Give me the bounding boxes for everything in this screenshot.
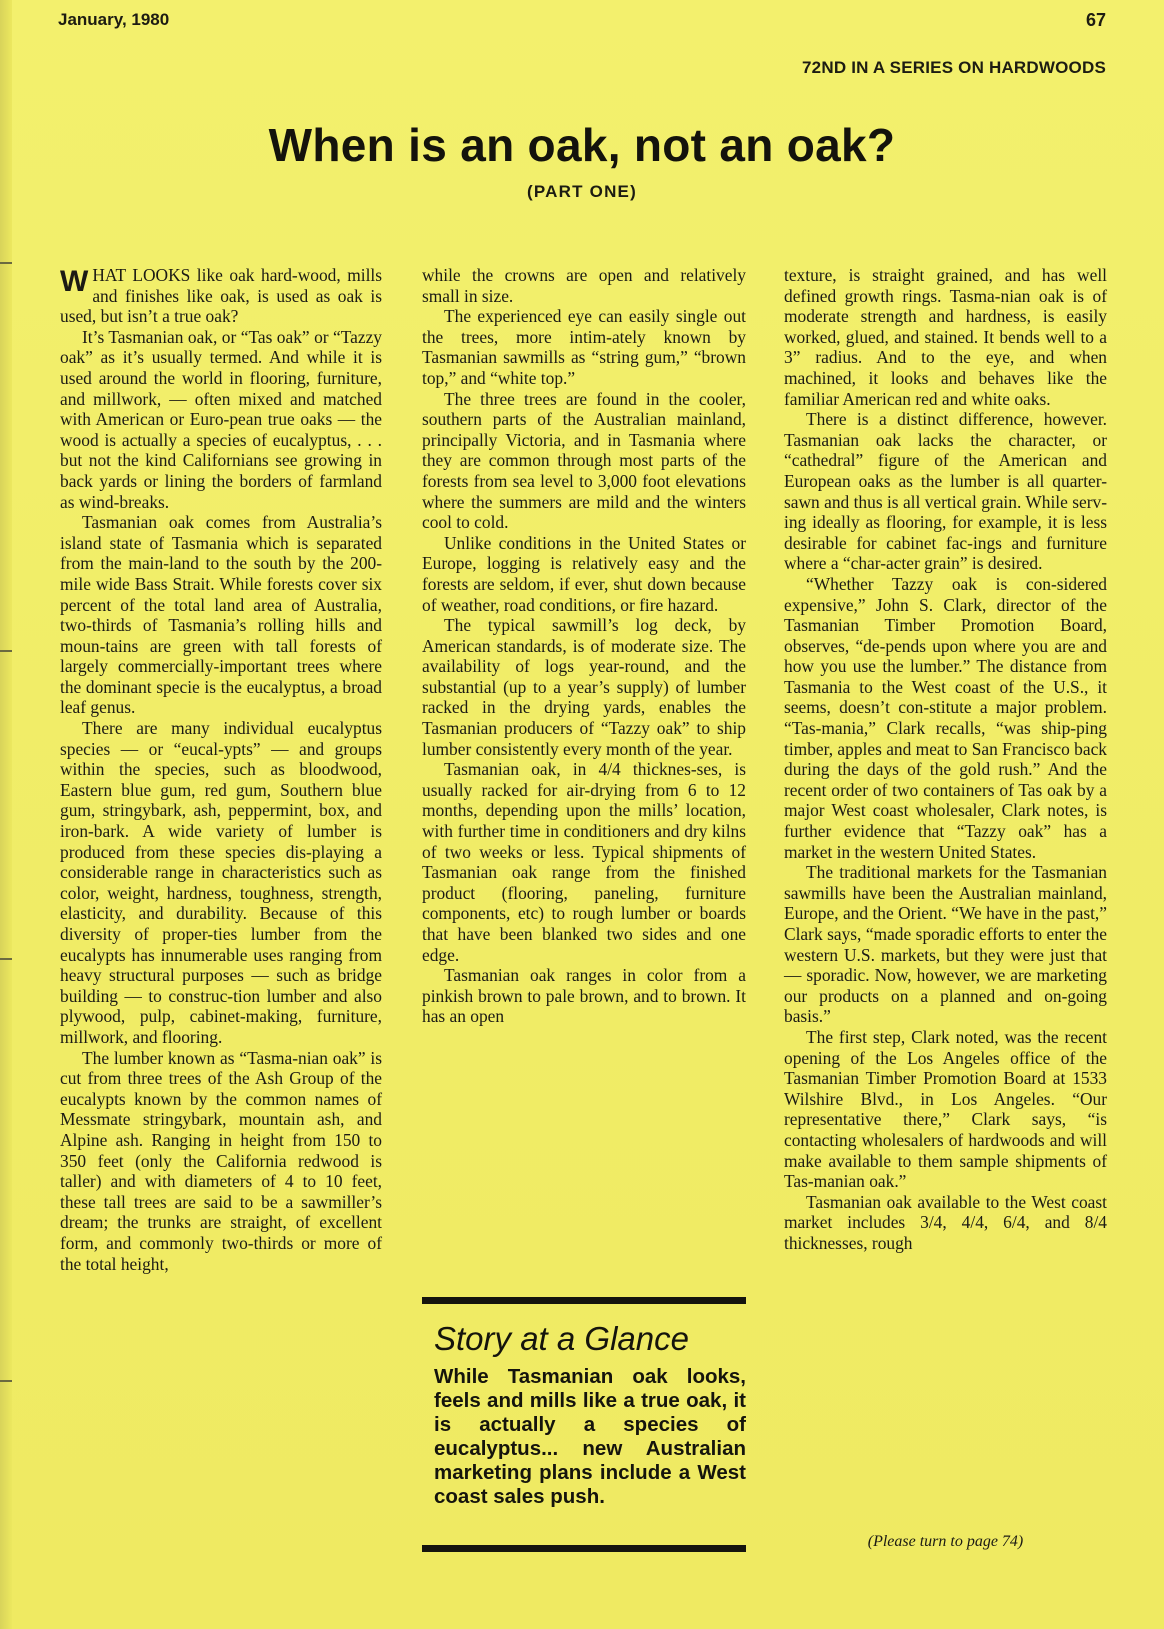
article-paragraph: Tasmanian oak comes from Australia’s island state of Tasmania which is separated from the main-land to the south by the 200-mile wide Bass Strait. While forests cover six percent of the total land area of Australia, two-thirds of Tasmania’s rolling hills and moun-tains are green with tall forests of largely commercially-important trees where the dominant specie is the eucalyptus, a broad leaf genus. — [60, 512, 382, 718]
article-column-1 — [60, 265, 382, 1274]
edge-mark — [0, 650, 12, 652]
edge-mark — [0, 1380, 12, 1382]
article-paragraph: Tasmanian oak ranges in color from a pinkish brown to pale brown, and to brown. It has an open — [422, 965, 746, 1027]
sidebar-summary: While Tasmanian oak looks, feels and mills like a true oak, it is actually a species of eucalyptus... new Australian marketing plans include a West coast sales push. — [434, 1365, 746, 1508]
continued-notice: (Please turn to page 74) — [867, 1533, 1024, 1550]
edge-mark — [0, 262, 12, 264]
article-paragraph: There is a distinct difference, however. Tasmanian oak lacks the character, or “cathedral” figure of the American and European oaks as the lumber is all quarter-sawn and thus is all vertical grain. While serv-ing ideally as flooring, for example, it is less desirable for cabinet fac-ings and furniture where a “char-acter grain” is desired. — [784, 409, 1107, 574]
article-headline: When is an oak, not an oak? — [268, 119, 896, 171]
article-subhead: (PART ONE) — [527, 182, 637, 201]
article-paragraph: The typical sawmill’s log deck, by American standards, is of moderate size. The availability of logs year-round, and the substantial (up to a year’s supply) of lumber racked in the drying yards, enables the Tasmanian producers of “Tazzy oak” to ship lumber consistently every month of the year. — [422, 615, 746, 759]
article-paragraph: The experienced eye can easily single out the trees, more intim-ately known by Tasmanian sawmills as “string gum,” “brown top,” and “white top.” — [422, 306, 746, 388]
article-paragraph: Tasmanian oak, in 4/4 thicknes-ses, is usually racked for air-drying from 6 to 12 months, depending upon the mills’ location, with further time in conditioners and dry kilns of two weeks or less. Typical shipments of Tasmanian oak range from the finished product (flooring, paneling, furniture components, etc) to rough lumber or boards that have been blanked two sides and one edge. — [422, 759, 746, 965]
page-binding-edge — [0, 0, 12, 1629]
issue-date: January, 1980 — [58, 10, 170, 29]
article-paragraph: “Whether Tazzy oak is con-sidered expensive,” John S. Clark, director of the Tasmanian Timber Promotion Board, observes, “de-pends upon where you are and how you use the lumber.” The distance from Tasmania to the West coast of the U.S., it seems, doesn’t con-stitute a major problem. “Tas-mania,” Clark recalls, “was ship-ping timber, apples and meat to San Francisco back during the days of the gold rush.” And the recent order of two containers of Tas oak by a major West coast wholesaler, Clark notes, is further evidence that “Tazzy oak” has a market in the western United States. — [784, 573, 1107, 862]
article-paragraph: Tasmanian oak available to the West coast market includes 3/4, 4/4, 6/4, and 8/4 thicknesses, rough — [784, 1191, 1107, 1253]
article-paragraph: There are many individual eucalyptus species — or “eucal-ypts” — and groups within the species, such as bloodwood, Eastern blue gum, red gum, Southern blue gum, stringybark, ash, peppermint, box, and iron-bark. A wide variety of lumber is produced from these species dis-playing a considerable range in characteristics such as color, weight, hardness, toughness, strength, elasticity, and durability. Because of this diversity of proper-ties lumber from the eucalypts has innumerable uses ranging from heavy structural purposes — such as bridge building — to construc-tion lumber and also plywood, pulp, cabinet-making, furniture, millwork, and flooring. — [60, 718, 382, 1047]
sidebar-title: Story at a Glance — [434, 1320, 689, 1357]
edge-mark — [0, 958, 12, 960]
article-paragraph: texture, is straight grained, and has well defined growth rings. Tasma-nian oak is of moderate strength and hardness, is easily worked, glued, and stained. It bends well to a 3” radius. And to the eye, and when machined, it looks and behaves like the familiar American red and white oaks. — [784, 265, 1107, 409]
article-paragraph: Unlike conditions in the United States or Europe, logging is relatively easy and the forests are seldom, if ever, shut down because of weather, road conditions, or fire hazard. — [422, 532, 746, 615]
sidebar-bottom-rule — [422, 1545, 746, 1552]
article-column-3 — [784, 265, 1107, 1254]
article-paragraph: The three trees are found in the cooler, southern parts of the Australian mainland, principally Victoria, and in Tasmania where they are common through most parts of the forests from sea level to 3,000 foot elevations where the summers are mild and the winters cool to cold. — [422, 388, 746, 533]
page-number: 67 — [1085, 10, 1106, 30]
article-paragraph: It’s Tasmanian oak, or “Tas oak” or “Tazzy oak” as it’s usually termed. And while it is used around the world in flooring, furniture, and millwork, — often mixed and matched with American or Euro-pean true oaks — the wood is actually a species of eucalyptus, . . . but not the kind Californians see growing in back yards or lining the borders of farmland as wind-breaks. — [60, 326, 382, 512]
article-paragraph: WHAT LOOKS like oak hard-wood, mills and finishes like oak, is used as oak is used, but isn’t a true oak? — [60, 265, 382, 327]
drop-cap: W — [60, 265, 89, 298]
article-paragraph: The first step, Clark noted, was the recent opening of the Los Angeles office of the Tasmanian Timber Promotion Board at 1533 Wilshire Blvd., in Los Angeles. “Our representative there,” Clark says, “is contacting wholesalers of hardwoods and will make available to them sample shipments of Tas-manian oak.” — [784, 1026, 1107, 1192]
article-paragraph: The traditional markets for the Tasmanian sawmills have been the Australian mainland, Europe, and the Orient. “We have in the past,” Clark says, “made sporadic efforts to enter the western U.S. markets, but they were just that — sporadic. Now, however, we are marketing our products on a planned and on-going basis.” — [784, 862, 1107, 1027]
series-label: 72ND IN A SERIES ON HARDWOODS — [802, 58, 1106, 77]
sidebar-top-rule — [422, 1297, 746, 1304]
article-column-2 — [422, 265, 746, 1027]
article-paragraph: The lumber known as “Tasma-nian oak” is cut from three trees of the Ash Group of the eucalypts known by the common names of Messmate stringybark, mountain ash, and Alpine ash. Ranging in height from 150 to 350 feet (only the California redwood is taller) and with diameters of 4 to 10 feet, these tall trees are said to be a sawmiller’s dream; the trunks are straight, of excellent form, and commonly two-thirds or more of the total height, — [60, 1047, 382, 1274]
article-paragraph: while the crowns are open and relatively small in size. — [422, 265, 746, 306]
